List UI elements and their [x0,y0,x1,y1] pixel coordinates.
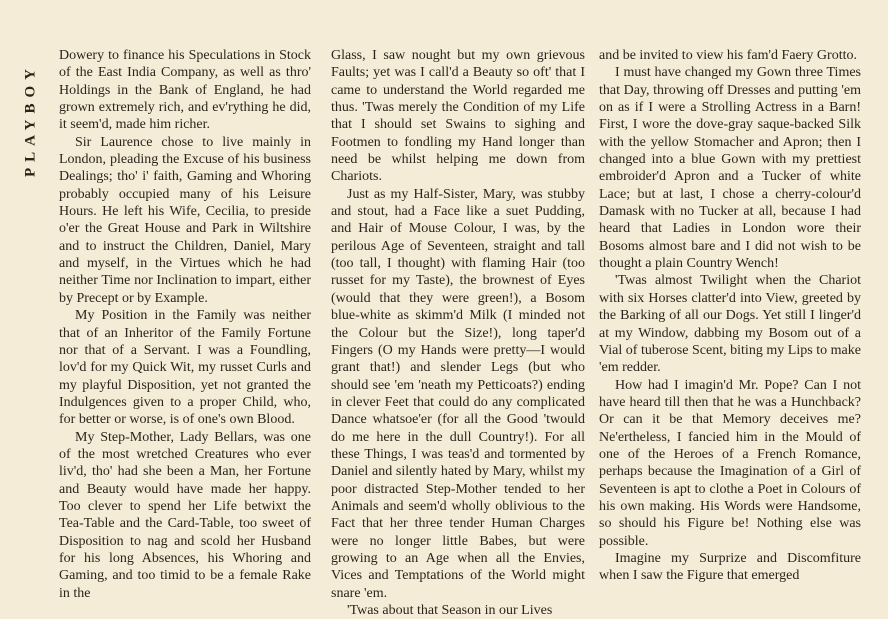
paragraph: Just as my Half-Sister, Mary, was stubby and stout, had a Face like a suet Pudding, and Hair of Mouse Colour, I was, by the perilous Age of Seventeen, straight and tall (too tall, I thought) with flaming Hair (too russet for my Taste), the brownest of Eyes (would that they were green!), a Bosom blue-white as skimm'd Milk (I minded not the Colour but the Size!), long taper'd Fingers (O my Hands were pretty—I would grant that!) and slender Legs (but who should see 'em 'neath my Petticoats?) ending in clever Feet that could do any complicated Dance whatsoe'er (for all the Good 'twould do me here in the dull Country!). For all these Things, I was teas'd and tormented by Daniel and silently hated by Mary, whilst my poor distracted Step-Mother tended to her Animals and seem'd wholly oblivious to the Fact that her three tender Human Charges were no longer little Babes, but were growing to an Age when all the Envies, Vices and Temptations of the World might snare 'em. [331,186,585,601]
paragraph: How had I imagin'd Mr. Pope? Can I not have heard till then that he was a Hunchback? Or can it be that Memory deceives me? Ne'ertheless, I fancied him in the Mould of one of the Heroes of a French Romance, perhaps because the Imagination of a Girl of Seventeen is apt to clothe a Poet in Colours of his own making. His Words were Handsome, so should his Figure be! Nothing else was possible. [599,377,861,549]
paragraph: and be invited to view his fam'd Faery Grotto. [599,48,857,63]
paragraph: My Step-Mother, Lady Bellars, was one of the most wretched Creatures who ever liv'd, tho' had she been a Man, her Fortune and Beauty would have made her happy. Too clever to spend her Life betwixt the Tea-Table and the Card-Table, too sweet of Disposition to nag and scold her Husband for his long Absences, his Whoring and Gaming, and too timid to be a female Rake in the [59,429,311,601]
paragraph: My Position in the Family was neither that of an Inheritor of the Family Fortune nor that of a Servant. I was a Foundling, lov'd for my Quick Wit, my russet Curls and my playful Disposition, yet not granted the Indulgences given to a proper Child, who, for better or worse, is of one's own Blood. [59,308,311,428]
running-head-text: PLAYBOY [22,63,39,177]
paragraph: Sir Laurence chose to live mainly in London, pleading the Excuse of his business Dealings; tho' i' faith, Gaming and Whoring probably occupied many of his Leisure Hours. He left his Wife, Cecilia, to preside o'er the Great House and Park in Wiltshire and to instruct the Children, Daniel, Mary and myself, in the Virtues which he had neither Time nor Inclination to impart, either by Precept or by Example. [59,134,311,306]
text-column-2 [331,47,585,618]
paragraph: I must have changed my Gown three Times that Day, throwing off Dresses and putting 'em on as if I were a Strolling Actress in a Barn! First, I wore the dove-gray saque-backed Silk with the yellow Stomacher and Apron; then I changed into a blue Gown with my prettiest embroider'd Apron and a Tucker of white Lace; but at last, I chose a cherry-colour'd Damask with no Tucker at all, because I had heard that Ladies in London wore their Bosoms almost bare and I did not wish to be thought a plain Country Wench! [599,65,861,272]
paragraph: 'Twas about that Season in our Lives [347,603,553,618]
text-column-3 [599,47,861,607]
paragraph: Dowery to finance his Speculations in Stock of the East India Company, as well as thro' Holdings in the Bank of England, he had grown extremely rich, and ev'rything he did, it seem'd, made him richer. [59,48,311,133]
paragraph: 'Twas almost Twilight when the Chariot with six Horses clatter'd into View, greeted by the Barking of all our Dogs. Yet still I linger'd at my Window, dabbing my Bosom out of a Vial of tuberose Scent, biting my Lips to make 'em redder. [599,273,861,376]
paragraph: Glass, I saw nought but my own grievous Faults; yet was I call'd a Beauty so oft' that I came to understand the World regarded me thus. 'Twas merely the Condition of my Life that I should set Swains to sighing and Footmen to fondling my Hand longer than need be whilst helping me down from Chariots. [331,48,585,185]
running-head [18,40,44,200]
paragraph: Imagine my Surprize and Discomfiture when I saw the Figure that emerged [599,550,861,584]
text-column-1 [59,47,311,607]
